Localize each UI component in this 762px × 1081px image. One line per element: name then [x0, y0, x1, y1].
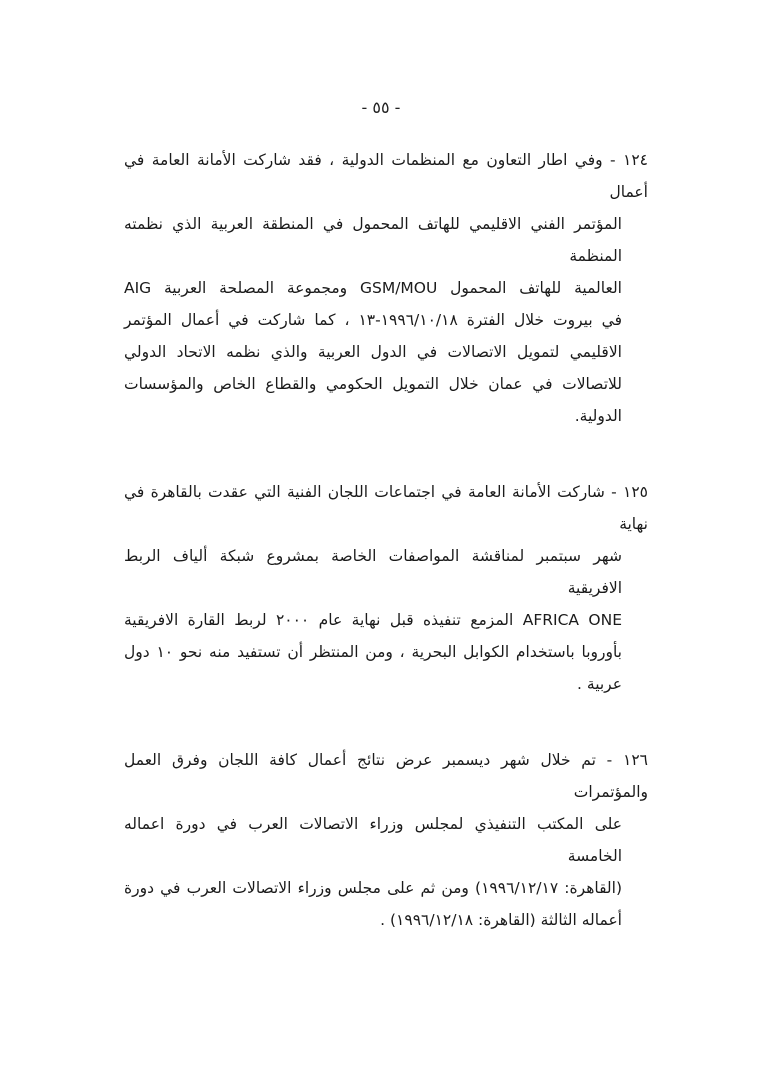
- text-line: شهر سبتمبر لمناقشة المواصفات الخاصة بمشروع شبكة ألياف الربط الافريقية: [124, 547, 622, 597]
- text-line: العالمية للهاتف المحمول GSM/MOU ومجموعة المصلحة العربية AIG: [124, 279, 622, 297]
- text-line: بأوروبا باستخدام الكوابل البحرية ، ومن المنتظر أن تستفيد منه نحو ١٠ دول: [124, 643, 622, 661]
- text-line: على المكتب التنفيذي لمجلس وزراء الاتصالات العرب في دورة اعماله الخامسة: [124, 815, 622, 865]
- text-line: الاقليمي لتمويل الاتصالات في الدول العربية والذي نظمه الاتحاد الدولي: [124, 343, 622, 361]
- document-body: [124, 144, 648, 936]
- text-line: ١٢٥ - شاركت الأمانة العامة في اجتماعات اللجان الفنية التي عقدت بالقاهرة في نهاية: [124, 483, 648, 533]
- text-line: أعماله الثالثة (القاهرة: ١٩٩٦/١٢/١٨) .: [380, 911, 622, 929]
- paragraph-126: [124, 744, 648, 936]
- text-line: في بيروت خلال الفترة ‪١٩٩٦/١٠/١٨-١٣‬ ، كما شاركت في أعمال المؤتمر: [124, 311, 622, 329]
- text-line: للاتصالات في عمان خلال التمويل الحكومي والقطاع الخاص والمؤسسات: [124, 375, 622, 393]
- paragraph-125: [124, 476, 648, 700]
- text-line: ١٢٤ - وفي اطار التعاون مع المنظمات الدولية ، فقد شاركت الأمانة العامة في أعمال: [124, 151, 648, 201]
- paragraph-124: [124, 144, 648, 432]
- text-line: AFRICA ONE المزمع تنفيذه قبل نهاية عام ٢٠٠٠ لربط القارة الافريقية: [124, 611, 622, 629]
- text-line: الدولية.: [574, 407, 622, 425]
- text-line: ١٢٦ - تم خلال شهر ديسمبر عرض نتائج أعمال كافة اللجان وفرق العمل والمؤتمرات: [124, 751, 648, 801]
- page-number: - ٥٥ -: [361, 98, 401, 117]
- text-line: عربية .: [577, 675, 622, 693]
- text-line: (القاهرة: ١٩٩٦/١٢/١٧) ومن ثم على مجلس وزراء الاتصالات العرب في دورة: [124, 879, 623, 897]
- text-line: المؤتمر الفني الاقليمي للهاتف المحمول في المنطقة العربية الذي نظمته المنظمة: [124, 215, 622, 265]
